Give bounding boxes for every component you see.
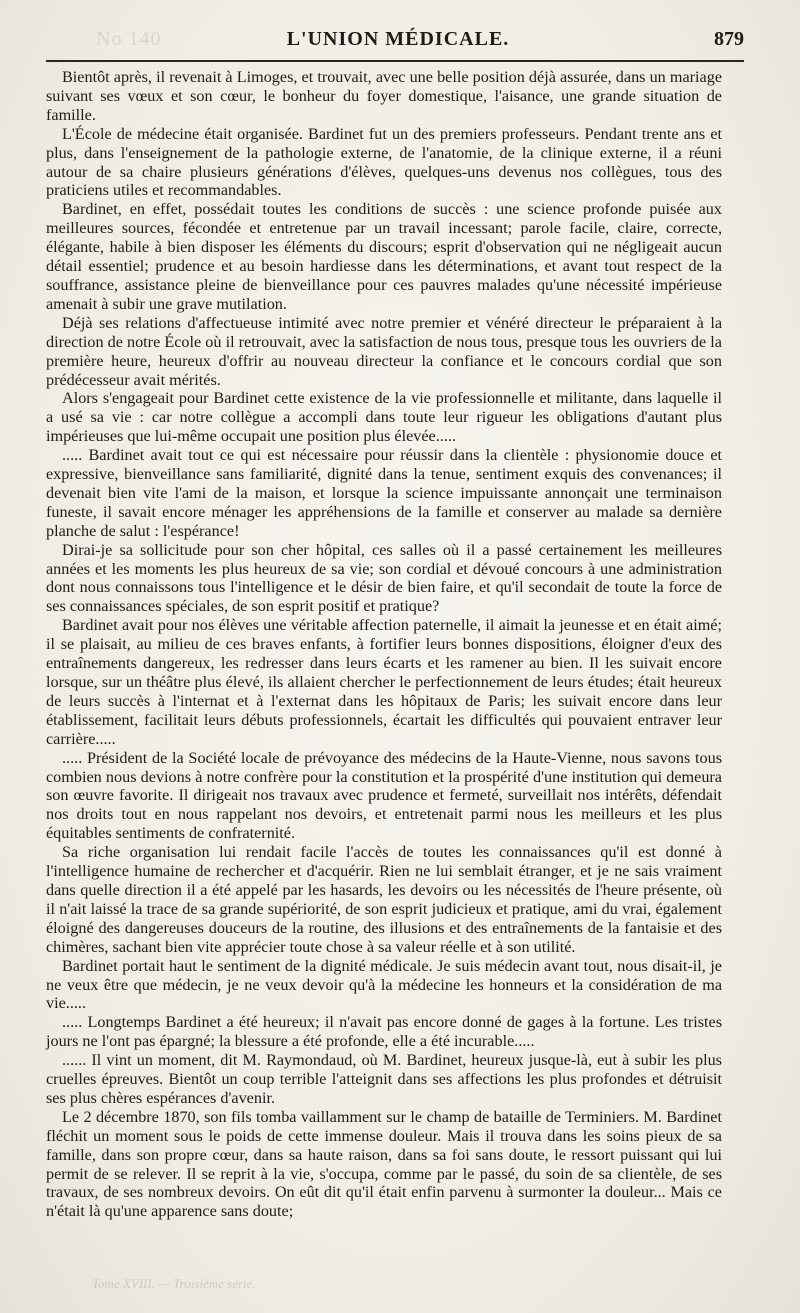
paragraph: ..... Bardinet avait tout ce qui est nécessaire pour réussir dans la clientèle : physionomie douce et expressive, bienveillance sans familiarité, dignité dans la tenue, sentiment exquis des convenances; il devenait bien vite l'ami de la maison, et lorsque la science impuissante annonçait une terminaison funeste, il savait encore ménager les appréhensions de la famille et conserver au malade sa dernière planche de salut : l'espérance! (46, 446, 722, 540)
paragraph: Bardinet avait pour nos élèves une véritable affection paternelle, il aimait la jeunesse et en était aimé; il se plaisait, au milieu de ces braves enfants, à fortifier leurs bonnes dispositions, éloigner d'eux des entraînements dangereux, les redresser dans leurs écarts et les ramener au bien. Il les suivait encore lorsque, sur un théâtre plus élevé, ils allaient chercher le perfectionnement de leurs études; était heureux de leurs succès à l'internat et à l'externat dans les hôpitaux de Paris; les suivait encore dans leur établissement, facilitait leurs débuts professionnels, écartait les difficultés qui pouvaient entraver leur carrière..... (46, 616, 722, 748)
paragraph: ..... Longtemps Bardinet a été heureux; il n'avait pas encore donné de gages à la fortune. Les tristes jours ne l'ont pas épargné; la blessure a été profonde, elle a été incurable..... (46, 1013, 722, 1051)
paragraph: Bientôt après, il revenait à Limoges, et trouvait, avec une belle position déjà assurée, dans un mariage suivant ses vœux et son cœur, le bonheur du foyer domestique, l'aisance, une grande situation de famille. (46, 68, 722, 124)
paragraph: ..... Président de la Société locale de prévoyance des médecins de la Haute-Vienne, nous savons tous combien nous devions à notre confrère pour la constitution et la prospérité d'une institution qui demeura son œuvre favorite. Il dirigeait nos travaux avec prudence et fermeté, surveillait nos intérêts, défendait nos droits tout en nous rappelant nos devoirs, et entretenait parmi nous les meilleurs et les plus équitables sentiments de confraternité. (46, 748, 722, 843)
running-title: L'UNION MÉDICALE. (286, 28, 510, 50)
paragraph: Sa riche organisation lui rendait facile l'accès de toutes les connaissances qu'il est donné à l'intelligence humaine de rechercher et d'acquérir. Rien ne lui semblait étranger, et je ne sais vraiment dans quelle direction il a été appelé par les hasards, les devoirs ou les nécessités de l'heure présente, où il n'ait laissé la trace de sa grande supériorité, de son esprit judicieux et pratique, ami du vrai, également éloigné des dangereuses douceurs de la routine, des illusions et des entraînements de la fantaisie et des chimères, sachant bien vite apprécier toute chose à sa valeur réelle et à son utilité. (46, 843, 722, 956)
paragraph: Déjà ses relations d'affectueuse intimité avec notre premier et vénéré directeur le préparaient à la direction de notre École où il retrouvait, avec la satisfaction de nous tous, presque tous les ouvriers de la première heure, heureux d'offrir au nouveau directeur la confiance et le concours cordial que son prédécesseur avait mérités. (46, 313, 722, 389)
paragraph: Alors s'engageait pour Bardinet cette existence de la vie professionnelle et militante, dans laquelle il a usé sa vie : car notre collègue a accompli dans toute leur rigueur les obligations d'autant plus impérieuses que lui-même occupait une position plus élevée..... (46, 389, 722, 446)
header-rule (46, 60, 744, 62)
paragraph: Dirai-je sa sollicitude pour son cher hôpital, ces salles où il a passé certainement les meilleures années et les moments les plus heureux de sa vie; son cordial et dévoué concours à une administration dont nous connaissons tous l'intelligence et le désir de bien faire, et qu'il secondait de toute la force de ses connaissances spéciales, de son esprit positif et pratique? (46, 540, 722, 616)
paragraph: L'École de médecine était organisée. Bardinet fut un des premiers professeurs. Pendant trente ans et plus, dans l'enseignement de la pathologie externe, de l'anatomie, de la clinique externe, il a réuni autour de sa chaire plusieurs générations d'élèves, quelques-uns devenus nos collègues, tous des praticiens utiles et recommandables. (46, 124, 722, 200)
page-header (52, 26, 744, 60)
article-body (46, 68, 722, 1221)
paragraph: Bardinet, en effet, possédait toutes les conditions de succès : une science profonde puisée aux meilleures sources, fécondée et entretenue par un travail incessant; parole facile, claire, correcte, élégante, habile à bien disposer les éléments du discours; esprit d'observation qui ne négligeait aucun détail essentiel; prudence et au besoin hardiesse dans les déterminations, et avant tout respect de la souffrance, assistance pleine de bienveillance pour ces pauvres malades qu'une nécessité impérieuse amenait à subir une grave mutilation. (46, 200, 722, 313)
paragraph: Le 2 décembre 1870, son fils tomba vaillamment sur le champ de bataille de Terminiers. M. Bardinet fléchit un moment sous le poids de cette immense douleur. Mais il trouva dans les soins pieux de sa famille, dans son propre cœur, dans sa haute raison, dans sa foi sans doute, le ressort puissant qui lui permit de se relever. Il se reprit à la vie, s'occupa, comme par le passé, du soin de sa clientèle, de ses travaux, de ses nombreux devoirs. On eût dit qu'il était enfin parvenu à surmonter la douleur... Mais ce n'était là qu'une apparence sans doute; (46, 1107, 722, 1221)
faint-footer-signature: Tome XVIII. — Troisième série. (92, 1276, 256, 1291)
faint-folio-mark: No 140 (96, 28, 162, 50)
page-number: 879 (714, 28, 744, 50)
paragraph: ...... Il vint un moment, dit M. Raymondaud, où M. Bardinet, heureux jusque-là, eut à subir les plus cruelles épreuves. Bientôt un coup terrible l'atteignit dans ses affections les plus profondes et détruisit ses plus chères espérances d'avenir. (46, 1051, 722, 1107)
paragraph: Bardinet portait haut le sentiment de la dignité médicale. Je suis médecin avant tout, nous disait-il, je ne veux être que médecin, je ne veux devoir qu'à la médecine les honneurs et la considération de ma vie..... (46, 956, 722, 1013)
